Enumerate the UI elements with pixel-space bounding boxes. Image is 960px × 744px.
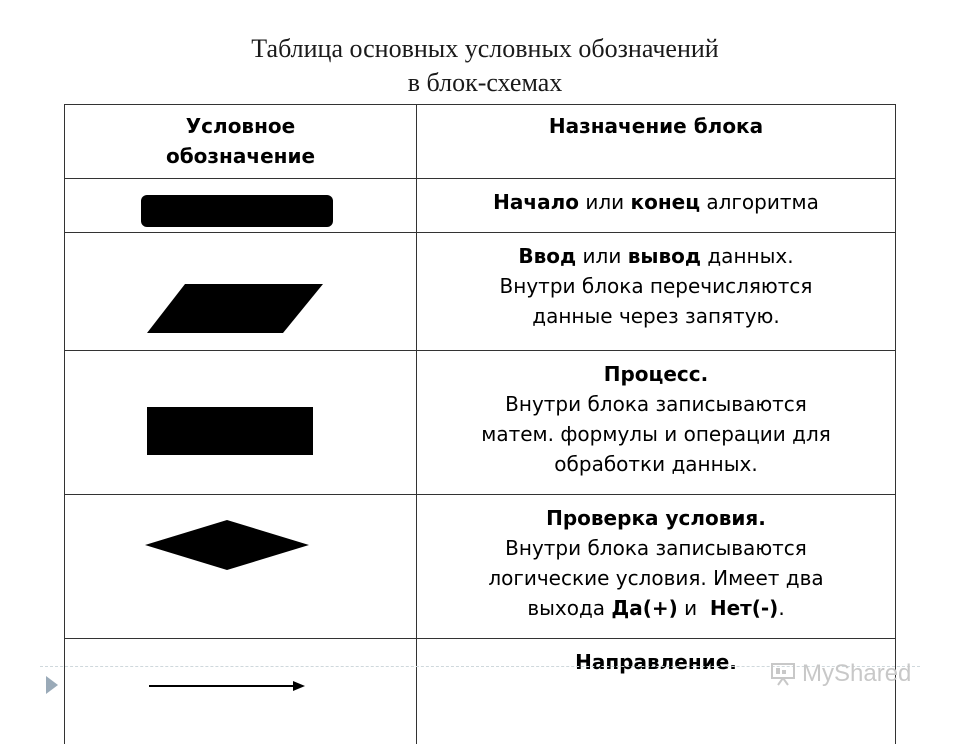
bold-text: Нет(-)	[709, 596, 779, 620]
watermark-text: MyShared	[802, 660, 912, 687]
title-line-2: в блок-схемах	[407, 68, 563, 97]
title-line-1: Таблица основных условных обозначений	[251, 34, 719, 63]
purpose-line	[417, 271, 895, 301]
row-3-purpose-cell	[416, 350, 896, 494]
header-cell-purpose	[416, 104, 896, 178]
text: Внутри блока перечисляются	[499, 274, 813, 298]
text: Внутри блока записываются	[505, 392, 807, 416]
bold-text: Начало	[493, 190, 579, 214]
header-symbol-label: Условное обозначение	[165, 114, 316, 168]
row-4-symbol-cell	[64, 494, 416, 638]
text: выхода	[527, 596, 612, 620]
page-title	[0, 32, 960, 100]
row-4-text	[417, 503, 895, 623]
purpose-line	[417, 449, 895, 479]
text: данные через запятую.	[532, 304, 780, 328]
row-1-text	[417, 187, 895, 217]
presentation-icon	[770, 661, 796, 687]
bold-text: вывод	[627, 244, 701, 268]
bold-text: Проверка условия.	[546, 506, 766, 530]
watermark	[770, 660, 911, 688]
row-4-purpose-cell	[416, 494, 896, 638]
purpose-line	[417, 359, 895, 389]
direction-arrow-shape	[147, 679, 307, 693]
bold-text: Да(+)	[611, 596, 678, 620]
row-3-text	[417, 359, 895, 479]
parallelogram-shape	[145, 283, 325, 335]
bold-text: конец	[630, 190, 701, 214]
play-icon[interactable]	[46, 676, 58, 694]
bold-text: Ввод	[518, 244, 577, 268]
purpose-line	[417, 241, 895, 271]
row-2-purpose-cell	[416, 232, 896, 350]
bold-text: Направление.	[575, 650, 737, 674]
text: Внутри блока записываются	[505, 536, 807, 560]
row-5-symbol-cell	[64, 638, 416, 744]
bold-text: Процесс.	[603, 362, 709, 386]
purpose-line	[417, 419, 895, 449]
row-2-text	[417, 241, 895, 331]
symbols-table	[64, 104, 896, 744]
text: .	[778, 596, 785, 620]
text: матем. формулы и операции для	[481, 422, 831, 446]
purpose-line	[417, 187, 895, 217]
header-purpose-label: Назначение блока	[548, 114, 764, 138]
header-cell-symbol	[64, 104, 416, 178]
text: или	[576, 244, 628, 268]
text: алгоритма	[700, 190, 819, 214]
text: и	[677, 596, 710, 620]
terminator-shape	[141, 195, 333, 227]
row-3-symbol-cell	[64, 350, 416, 494]
row-2-symbol-cell	[64, 232, 416, 350]
purpose-line	[417, 389, 895, 419]
rhombus-shape	[143, 519, 311, 571]
process-rectangle-shape	[147, 407, 313, 455]
text: или	[579, 190, 631, 214]
purpose-line	[417, 533, 895, 563]
row-1-purpose-cell	[416, 178, 896, 232]
purpose-line	[417, 563, 895, 593]
text: логические условия. Имеет два	[488, 566, 824, 590]
text: обработки данных.	[554, 452, 758, 476]
row-5-purpose-cell	[416, 638, 896, 744]
purpose-line	[417, 503, 895, 533]
row-1-symbol-cell	[64, 178, 416, 232]
purpose-line	[417, 301, 895, 331]
text: данных.	[701, 244, 794, 268]
purpose-line	[417, 593, 895, 623]
